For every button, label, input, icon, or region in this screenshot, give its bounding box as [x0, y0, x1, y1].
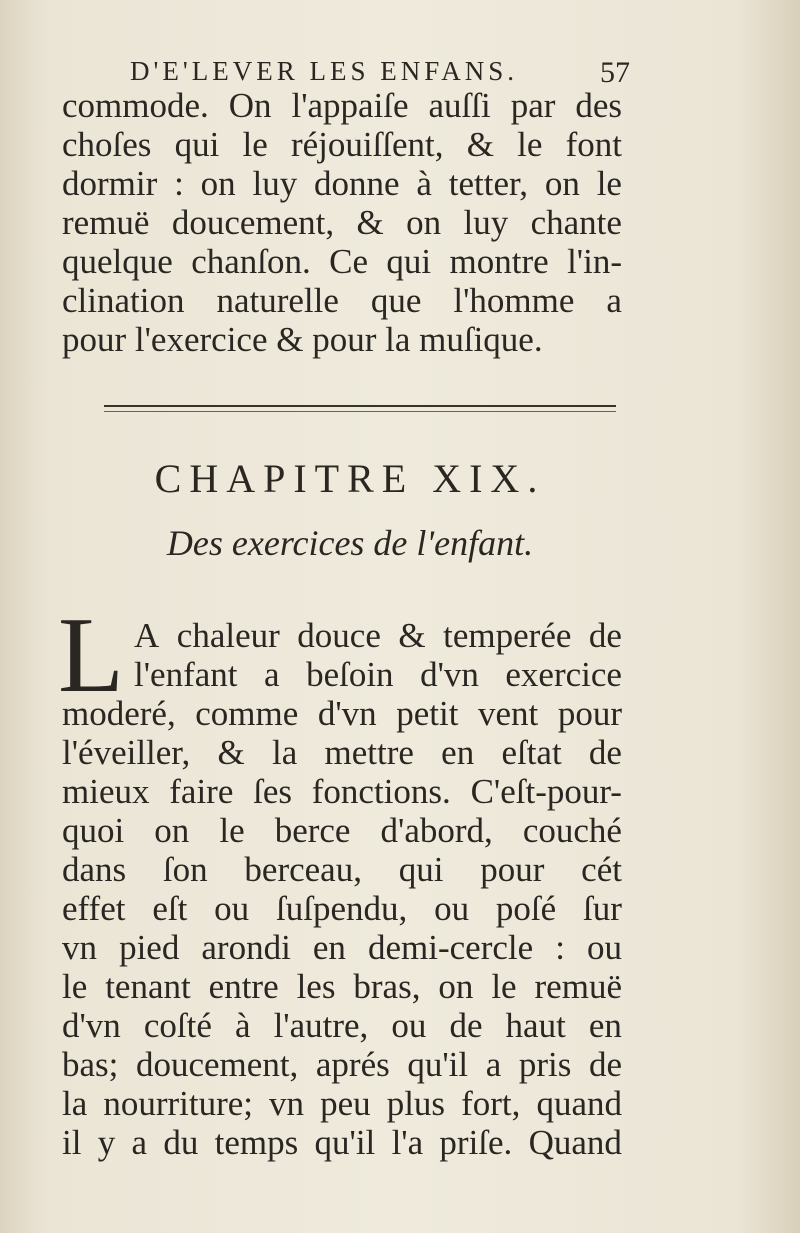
- text-line: [62, 1045, 622, 1084]
- word: bras,: [353, 967, 421, 1006]
- word: font: [565, 125, 622, 164]
- word: d'abord,: [380, 811, 493, 850]
- word: aprés: [315, 1045, 390, 1084]
- word: à: [416, 164, 432, 203]
- word: qu'il: [407, 1045, 469, 1084]
- text-line: [62, 772, 622, 811]
- word: chante: [530, 203, 622, 242]
- word: temperée: [443, 616, 572, 655]
- word: ſes: [253, 772, 293, 811]
- word: chaleur: [176, 616, 280, 655]
- word: l'in-: [567, 242, 622, 281]
- word: on: [406, 203, 442, 242]
- word: faire: [169, 772, 234, 811]
- word: berceau,: [244, 850, 362, 889]
- chapter-paragraph: [62, 616, 622, 1162]
- text-line: [62, 694, 622, 733]
- word: vn: [62, 928, 97, 967]
- word: entre: [208, 967, 279, 1006]
- word: en: [441, 733, 475, 772]
- word: qui: [174, 125, 220, 164]
- word: luy: [252, 164, 298, 203]
- text-line: [62, 242, 622, 281]
- word: on: [154, 811, 190, 850]
- word: moderé,: [62, 694, 176, 733]
- text-line: [62, 1006, 622, 1045]
- section-divider: [104, 405, 616, 407]
- continued-paragraph: [62, 86, 622, 359]
- word: l'appaiſe: [291, 86, 409, 125]
- word: naturelle: [216, 281, 339, 320]
- word: demi-cercle: [367, 928, 534, 967]
- word: qu'il: [314, 1123, 376, 1162]
- word: haut: [505, 1006, 566, 1045]
- word: ſon: [162, 850, 208, 889]
- word: mettre: [324, 733, 414, 772]
- word: l'autre,: [273, 1006, 369, 1045]
- word: pour: [557, 694, 622, 733]
- word: mieux: [62, 772, 150, 811]
- word: on: [200, 164, 236, 203]
- word: pris: [518, 1045, 572, 1084]
- word: d'vn: [420, 655, 479, 694]
- text-line: [62, 928, 622, 967]
- text-line: pour l'exercice & pour la muſique.: [62, 320, 543, 359]
- word: la: [62, 1084, 88, 1123]
- text-line: [62, 733, 622, 772]
- text-line: [62, 967, 622, 1006]
- running-head: D'E'LEVER LES ENFANS.: [130, 56, 518, 86]
- word: plus: [386, 1084, 446, 1123]
- section-divider-thin: [104, 411, 616, 412]
- word: luy: [463, 203, 509, 242]
- word: vn: [269, 1084, 305, 1123]
- word: C'eſt-pour-: [470, 772, 622, 811]
- word: ſuſpendu,: [276, 889, 408, 928]
- word: ou: [214, 889, 250, 928]
- word: par: [510, 86, 556, 125]
- word: &: [398, 616, 426, 655]
- word: Quand: [528, 1123, 622, 1162]
- word: doucement,: [171, 203, 335, 242]
- word: chanſon.: [191, 242, 311, 281]
- word: auſſi: [428, 86, 491, 125]
- word: clination: [62, 281, 185, 320]
- word: en: [312, 928, 346, 967]
- word: comme: [195, 694, 299, 733]
- word: doucement,: [135, 1045, 299, 1084]
- word: à: [234, 1006, 251, 1045]
- text-line: [62, 1084, 622, 1123]
- word: a: [264, 655, 280, 694]
- text-line: [62, 889, 622, 928]
- word: d'vn: [317, 694, 377, 733]
- word: quelque: [62, 242, 173, 281]
- word: qui: [398, 850, 444, 889]
- word: l'éveiller,: [62, 733, 191, 772]
- word: réjouiſſent,: [290, 125, 444, 164]
- text-line: [62, 164, 622, 203]
- word: &: [356, 203, 384, 242]
- chapter-title: CHAPITRE XIX.: [154, 456, 546, 501]
- word: dans: [62, 850, 127, 889]
- word: donne: [314, 164, 400, 203]
- word: en: [588, 1006, 622, 1045]
- word: &: [217, 733, 245, 772]
- word: fort,: [461, 1084, 521, 1123]
- word: bas;: [62, 1045, 119, 1084]
- word: ou: [391, 1006, 427, 1045]
- word: eſt: [152, 889, 188, 928]
- word: effet: [62, 889, 126, 928]
- word: vent: [478, 694, 539, 733]
- word: petit: [396, 694, 459, 733]
- word: le: [219, 811, 245, 850]
- word: on: [544, 164, 580, 203]
- word: douce: [297, 616, 381, 655]
- word: de: [449, 1006, 483, 1045]
- word: le: [242, 125, 268, 164]
- word: peu: [320, 1084, 371, 1123]
- word: beſoin: [306, 655, 394, 694]
- word: Ce: [329, 242, 369, 281]
- word: y: [97, 1123, 116, 1162]
- word: il: [62, 1123, 82, 1162]
- word: :: [174, 164, 184, 203]
- page-number: 57: [600, 56, 630, 89]
- word: on: [438, 967, 474, 1006]
- word: quand: [536, 1084, 622, 1123]
- word: priſe.: [439, 1123, 513, 1162]
- word: pied: [119, 928, 180, 967]
- word: la: [272, 733, 298, 772]
- word: l'a: [391, 1123, 424, 1162]
- word: le: [62, 967, 88, 1006]
- word: a: [606, 281, 622, 320]
- word: qui: [386, 242, 432, 281]
- word: l'homme: [453, 281, 575, 320]
- word: dormir: [62, 164, 158, 203]
- word: choſes: [62, 125, 152, 164]
- word: montre: [449, 242, 549, 281]
- word: nourriture;: [103, 1084, 253, 1123]
- text-line: [62, 616, 622, 655]
- word: ſur: [583, 889, 622, 928]
- word: eſtat: [501, 733, 562, 772]
- chapter-subtitle: Des exercices de l'enfant.: [166, 523, 534, 563]
- word: On: [228, 86, 272, 125]
- word: du: [163, 1123, 199, 1162]
- word: coſté: [143, 1006, 212, 1045]
- word: d'vn: [62, 1006, 121, 1045]
- word: tetter,: [448, 164, 529, 203]
- word: quoi: [62, 811, 125, 850]
- text-line: [62, 281, 622, 320]
- word: le: [596, 164, 622, 203]
- text-line: [62, 850, 622, 889]
- word: :: [555, 928, 565, 967]
- text-line: [62, 125, 622, 164]
- word: arondi: [201, 928, 291, 967]
- word: ou: [587, 928, 622, 967]
- word: que: [370, 281, 422, 320]
- word: l'enfant: [134, 655, 238, 694]
- word: cét: [581, 850, 622, 889]
- word: poſé: [495, 889, 557, 928]
- word: commode.: [62, 86, 209, 125]
- word: le: [517, 125, 543, 164]
- word: de: [588, 733, 622, 772]
- word: A: [134, 616, 160, 655]
- text-line: [62, 203, 622, 242]
- drop-cap: L: [58, 596, 124, 715]
- word: &: [466, 125, 494, 164]
- word: remuë: [534, 967, 622, 1006]
- text-line: [62, 86, 622, 125]
- word: temps: [214, 1123, 299, 1162]
- word: berce: [274, 811, 351, 850]
- word: couché: [522, 811, 622, 850]
- word: exercice: [505, 655, 622, 694]
- text-line: [62, 811, 622, 850]
- word: le: [491, 967, 517, 1006]
- word: de: [588, 1045, 622, 1084]
- word: ou: [434, 889, 470, 928]
- word: des: [575, 86, 622, 125]
- word: fonctions.: [311, 772, 451, 811]
- word: remuë: [62, 203, 150, 242]
- word: a: [485, 1045, 502, 1084]
- word: de: [588, 616, 622, 655]
- word: a: [131, 1123, 148, 1162]
- word: les: [296, 967, 336, 1006]
- word: pour: [480, 850, 545, 889]
- text-line: [62, 655, 622, 694]
- word: tenant: [105, 967, 191, 1006]
- text-line: [62, 1123, 622, 1162]
